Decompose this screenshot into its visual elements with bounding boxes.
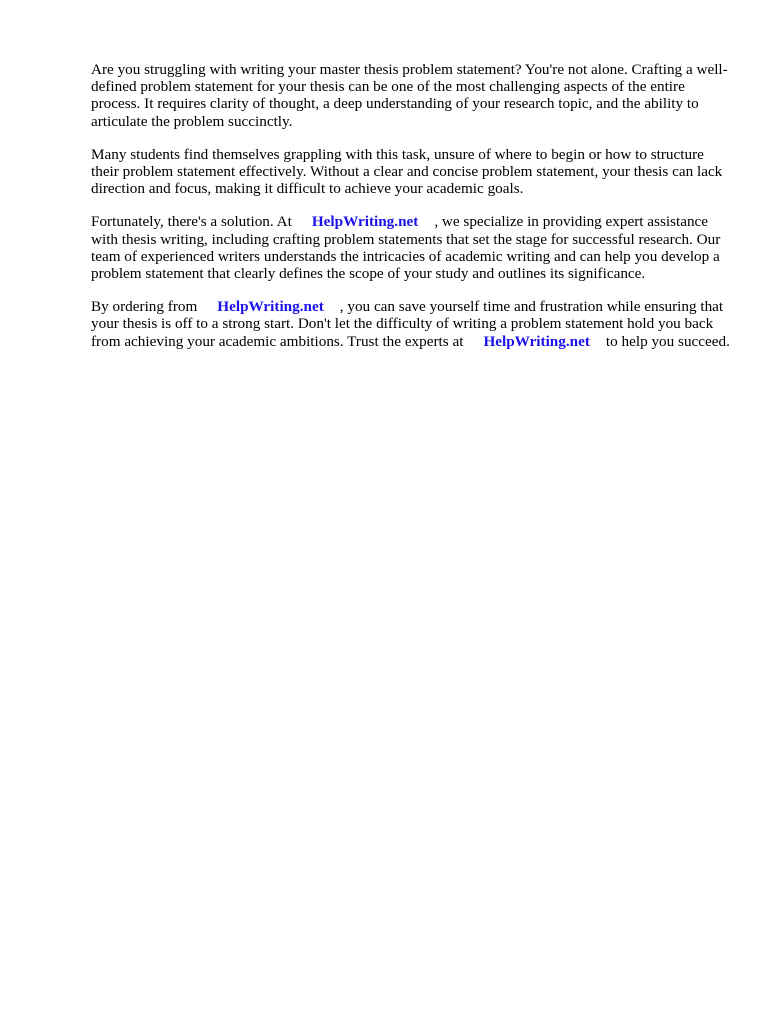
paragraph-ordering-middle: , you can save yourself time and frustration while ensuring that your thesis is off to a strong start. Don't let the difficulty of writing a problem statement hold you back from achieving your academic ambitions. Trust the experts at [91, 298, 724, 350]
paragraph-ordering-lead: By ordering from [91, 298, 198, 316]
paragraph-struggle-text: Many students find themselves grappling with this task, unsure of where to begin or how to structure their problem statement effectively. Without a clear and concise problem statement, your thesis can lack direction and focus, making it difficult to achieve your academic goals. [91, 145, 723, 198]
paragraph-solution-lead: Fortunately, there's a solution. At [91, 213, 292, 231]
paragraph-ordering [91, 298, 731, 350]
paragraph-struggle [91, 146, 731, 198]
helpwriting-link[interactable]: HelpWriting.net [311, 213, 419, 231]
paragraph-intro-text: Are you struggling with writing your master thesis problem statement? You're not alone. Crafting a well-defined problem statement for your thesis can be one of the most challenging aspects of the entire process. It requires clarity of thought, a deep understanding of your research topic, and the ability to articulate the problem succinctly. [91, 61, 728, 130]
paragraph-intro [91, 61, 731, 130]
helpwriting-link[interactable]: HelpWriting.net [483, 332, 590, 350]
paragraph-solution-rest: , we specialize in providing expert assistance with thesis writing, including crafting problem statements that set the stage for successful research. Our team of experienced writers understands the intricacies of academic writing and can help you develop a problem statement that clearly defines the scope of your study and outlines its significance. [91, 213, 721, 283]
paragraph-ordering-end: to help you succeed. [605, 332, 730, 350]
document-body [91, 61, 731, 366]
paragraph-solution [91, 213, 731, 282]
helpwriting-link[interactable]: HelpWriting.net [217, 298, 324, 316]
